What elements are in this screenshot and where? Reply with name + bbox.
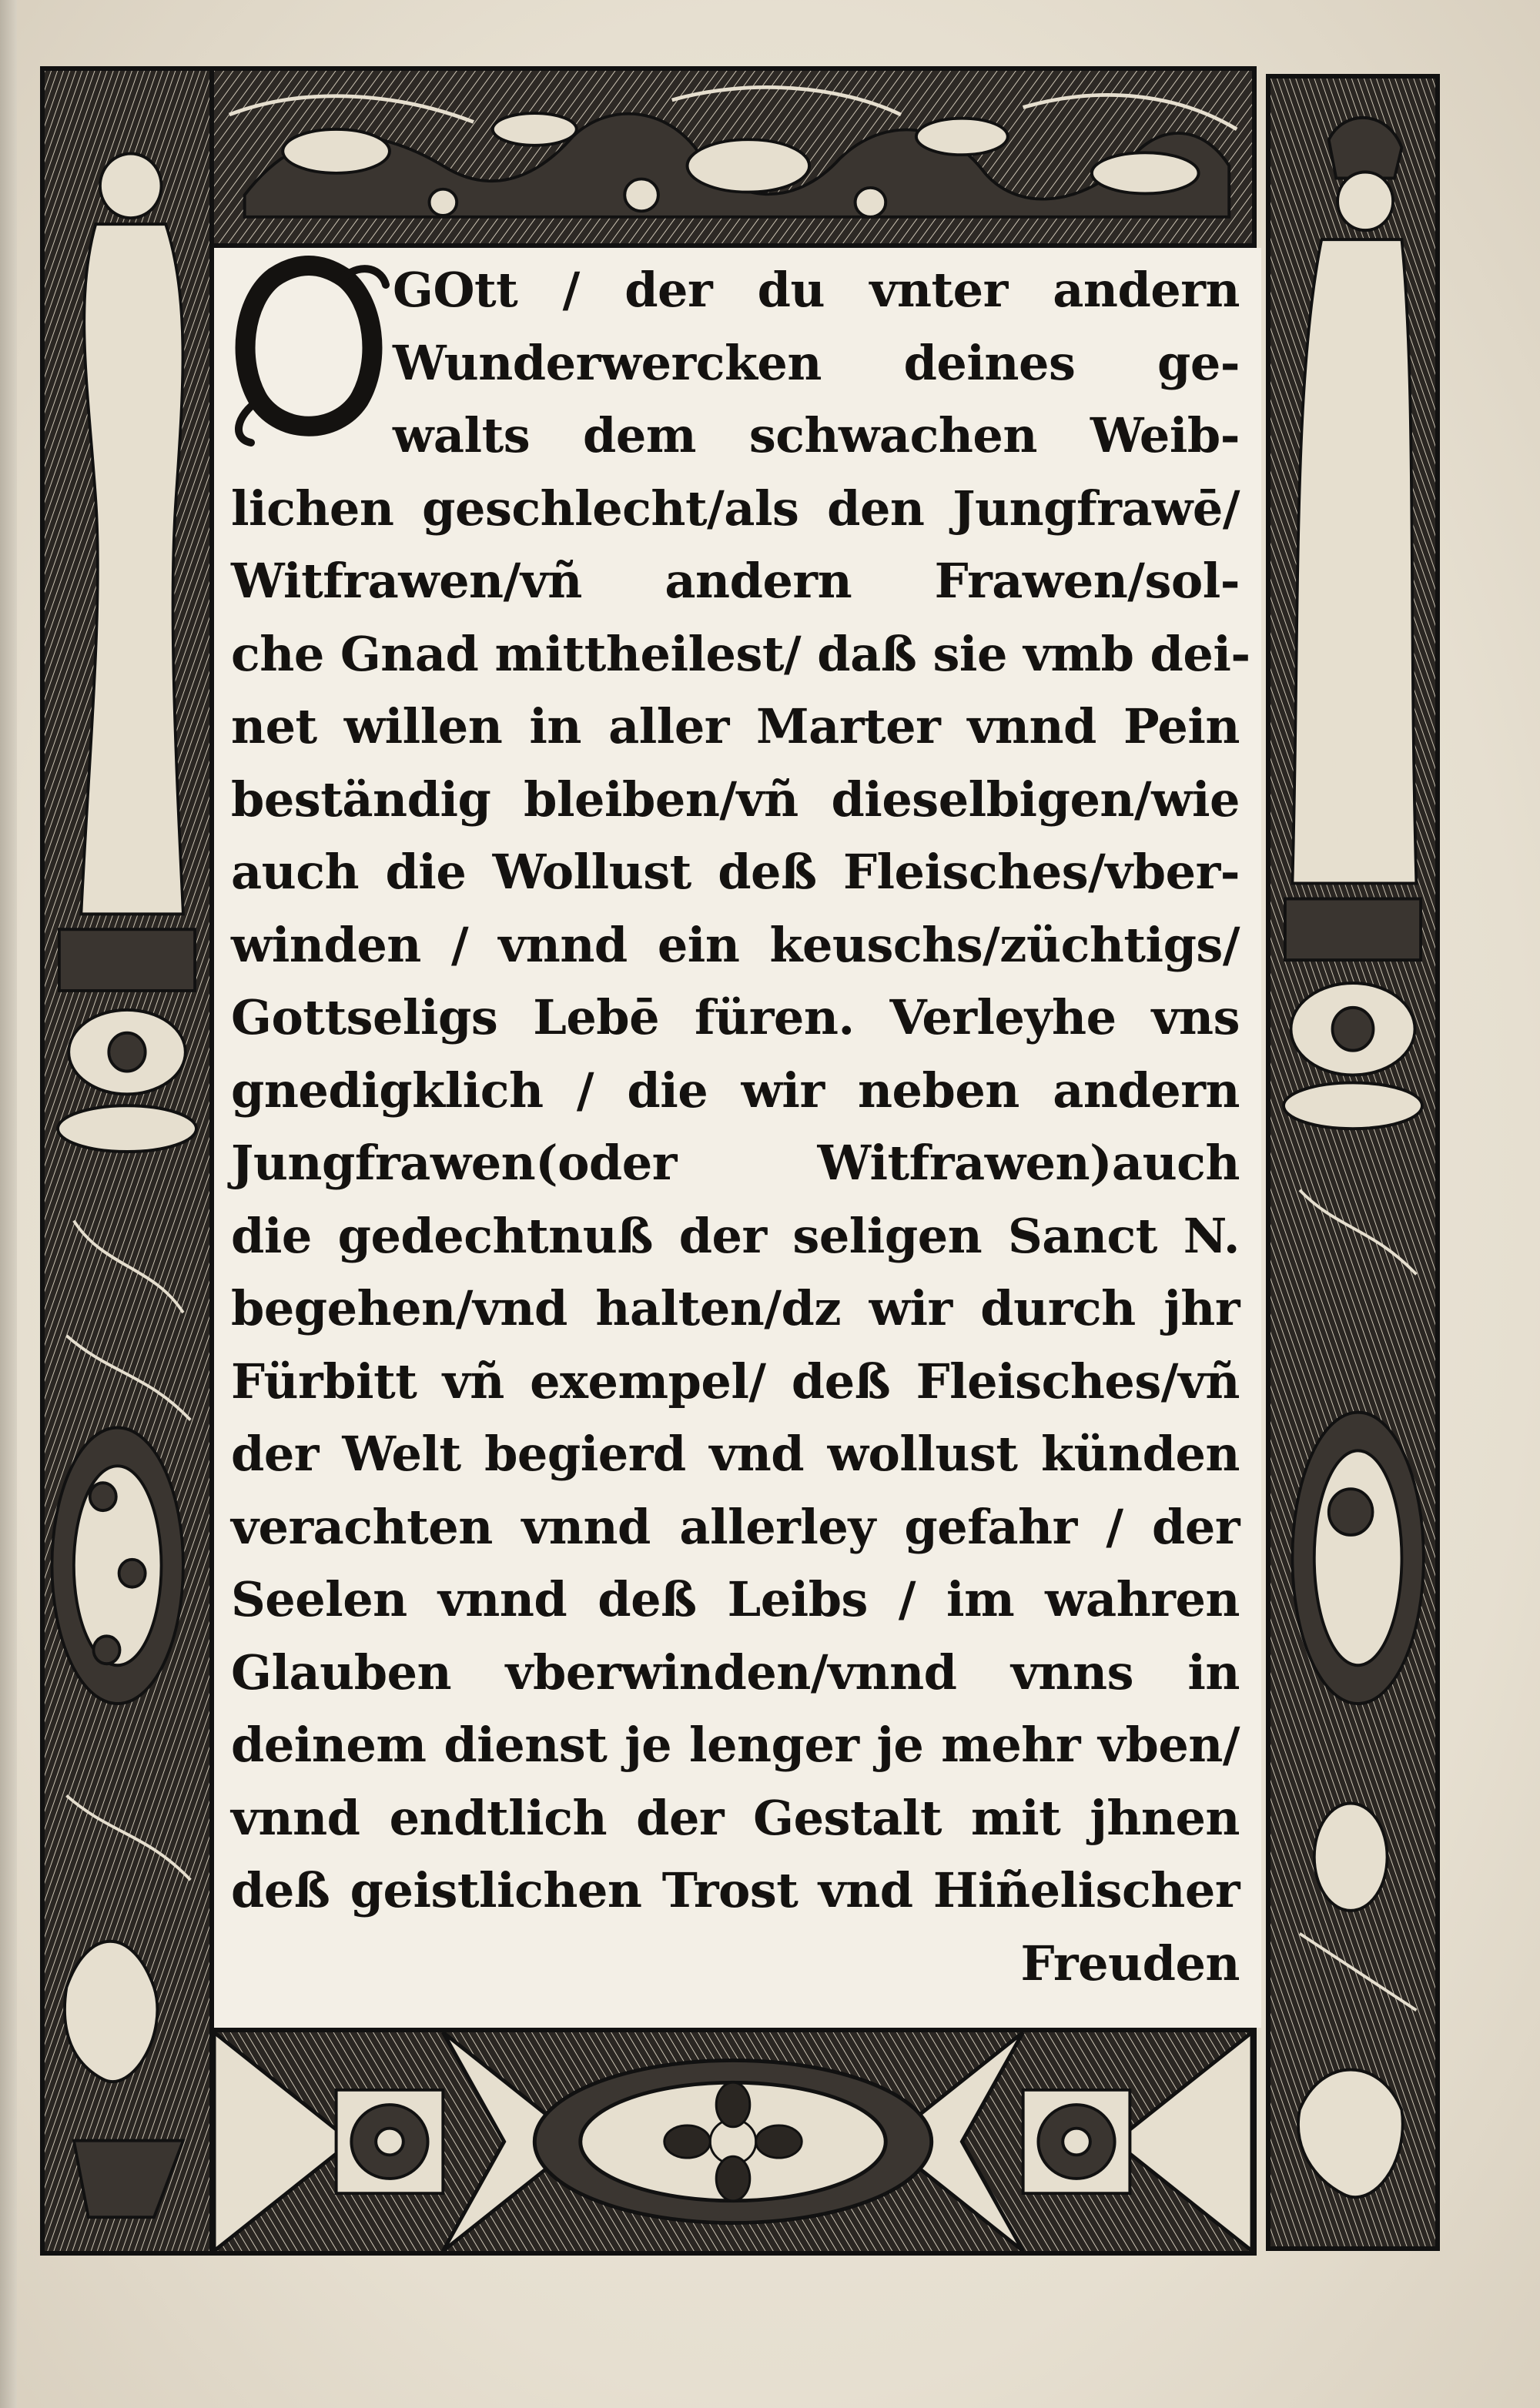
text-line: Fürbitt vñ exempel/ deß Fleisches/vñ	[231, 1353, 1240, 1410]
text-line: net willen in aller Marter vnnd Pein	[231, 698, 1240, 754]
top-woodcut-border	[209, 66, 1257, 248]
text-line: walts dem schwachen Weib-	[393, 407, 1240, 463]
text-line: lichen geschlecht/als den Jungfrawē/	[231, 480, 1240, 537]
text-line: deß geistlichen Trost vnd Hiñelischer	[231, 1862, 1240, 1918]
text-line: Freuden	[1020, 1935, 1240, 1992]
robed-figure-woodcut-icon	[1270, 79, 1435, 2246]
text-line: begehen/vnd halten/dz wir durch jhr	[231, 1280, 1240, 1336]
text-line: Witfrawen/vñ andern Frawen/sol-	[231, 553, 1240, 609]
text-line: winden / vnnd ein keuschs/züchtigs/	[231, 916, 1240, 973]
text-line: che Gnad mittheilest/ daß sie vmb dei-	[231, 625, 1250, 682]
text-line: Jungfrawen(oder Witfrawen)auch	[231, 1135, 1240, 1191]
right-woodcut-border	[1266, 74, 1440, 2251]
bottom-woodcut-border	[209, 2028, 1257, 2256]
text-line: GOtt / der du vnter andern	[393, 262, 1240, 318]
text-line: beständig bleiben/vñ dieselbigen/wie	[231, 771, 1240, 828]
standing-figure-woodcut-icon	[45, 71, 209, 2251]
text-line: deinem dienst je lenger je mehr vben/	[231, 1717, 1240, 1773]
text-line: Glauben vberwinden/vnnd vnns in	[231, 1644, 1240, 1701]
rosette-woodcut-icon	[214, 2032, 1252, 2251]
text-line: der Welt begierd vnd wollust künden	[231, 1426, 1240, 1482]
text-line: gnedigklich / die wir neben andern	[231, 1062, 1240, 1119]
text-line: verachten vnnd allerley gefahr / der	[231, 1498, 1240, 1555]
foliage-woodcut-icon	[214, 71, 1252, 243]
prayer-text	[231, 254, 1250, 2000]
page-gutter	[0, 0, 17, 2408]
text-line: Wunderwercken deines ge-	[393, 334, 1240, 391]
text-line: vnnd endtlich der Gestalt mit jhnen	[231, 1789, 1240, 1846]
left-woodcut-border	[40, 66, 214, 2256]
text-line: auch die Wollust deß Fleisches/vber-	[231, 844, 1240, 900]
text-line: Seelen vnnd deß Leibs / im wahren	[231, 1571, 1240, 1627]
text-line: Gottseligs Lebē füren. Verleyhe vns	[231, 989, 1240, 1045]
text-line: die gedechtnuß der seligen Sanct N.	[231, 1207, 1240, 1264]
